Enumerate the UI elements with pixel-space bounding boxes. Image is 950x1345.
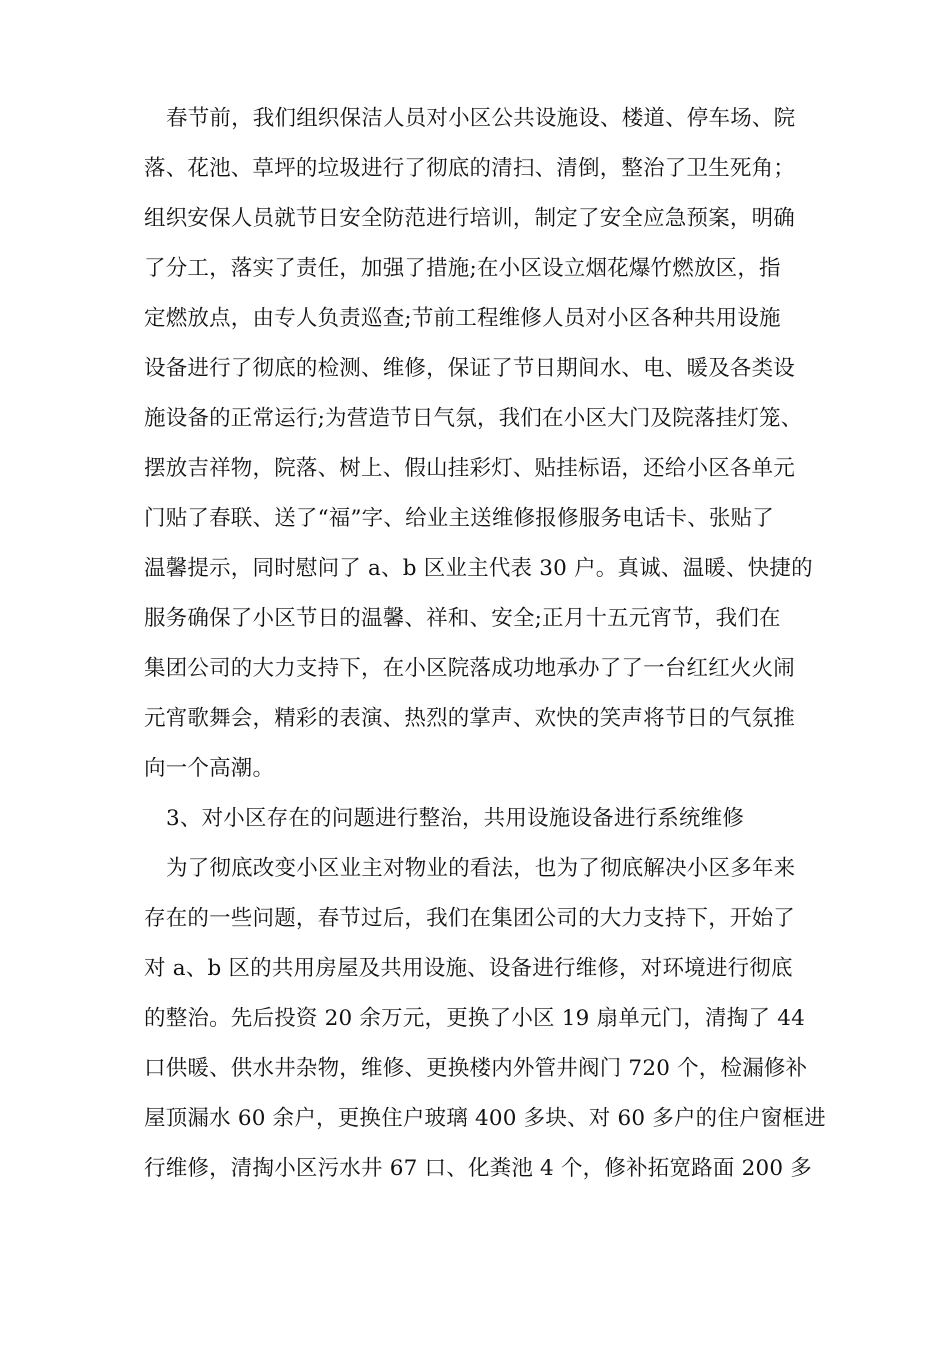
text-line: 存在的一些问题，春节过后，我们在集团公司的大力支持下，开始了 xyxy=(144,906,796,931)
text-line: 摆放吉祥物，院落、树上、假山挂彩灯、贴挂标语，还给小区各单元 xyxy=(144,456,796,481)
text-line: 落、花池、草坪的垃圾进行了彻底的清扫、清倒，整治了卫生死角； xyxy=(144,156,796,181)
text-line: 设备进行了彻底的检测、维修，保证了节日期间水、电、暖及各类设 xyxy=(144,356,796,381)
text-line: 了分工，落实了责任，加强了措施;在小区设立烟花爆竹燃放区，指 xyxy=(144,256,781,281)
text-line: 春节前，我们组织保洁人员对小区公共设施设、楼道、停车场、院 xyxy=(166,106,796,131)
text-line: 温馨提示，同时慰问了 a、b 区业主代表 30 户。真诚、温暖、快捷的 xyxy=(144,556,813,581)
text-line: 门贴了春联、送了“福”字、给业主送维修报修服务电话卡、张贴了 xyxy=(144,506,774,531)
text-line: 的整治。先后投资 20 余万元，更换了小区 19 扇单元门，清掏了 44 xyxy=(144,1006,805,1031)
text-line: 定燃放点，由专人负责巡查;节前工程维修人员对小区各种共用设施 xyxy=(144,306,781,331)
text-line: 施设备的正常运行;为营造节日气氛，我们在小区大门及院落挂灯笼、 xyxy=(144,406,803,431)
text-line: 为了彻底改变小区业主对物业的看法，也为了彻底解决小区多年来 xyxy=(166,856,796,881)
text-line: 集团公司的大力支持下，在小区院落成功地承办了了一台红红火火闹 xyxy=(144,656,796,681)
text-line: 元宵歌舞会，精彩的表演、热烈的掌声、欢快的笑声将节日的气氛推 xyxy=(144,706,796,731)
text-line: 向一个高潮。 xyxy=(144,756,275,781)
text-line: 组织安保人员就节日安全防范进行培训，制定了安全应急预案，明确 xyxy=(144,206,796,231)
text-line: 对 a、b 区的共用房屋及共用设施、设备进行维修，对环境进行彻底 xyxy=(144,956,793,981)
text-line: 口供暖、供水井杂物，维修、更换楼内外管井阀门 720 个，检漏修补 xyxy=(144,1056,808,1081)
section-heading: 3、对小区存在的问题进行整治，共用设施设备进行系统维修 xyxy=(166,806,745,831)
text-line: 屋顶漏水 60 余户，更换住户玻璃 400 多块、对 60 多户的住户窗框进 xyxy=(144,1106,826,1131)
text-line: 服务确保了小区节日的温馨、祥和、安全;正月十五元宵节，我们在 xyxy=(144,606,781,631)
text-line: 行维修，清掏小区污水井 67 口、化粪池 4 个，修补拓宽路面 200 多 xyxy=(144,1156,812,1181)
